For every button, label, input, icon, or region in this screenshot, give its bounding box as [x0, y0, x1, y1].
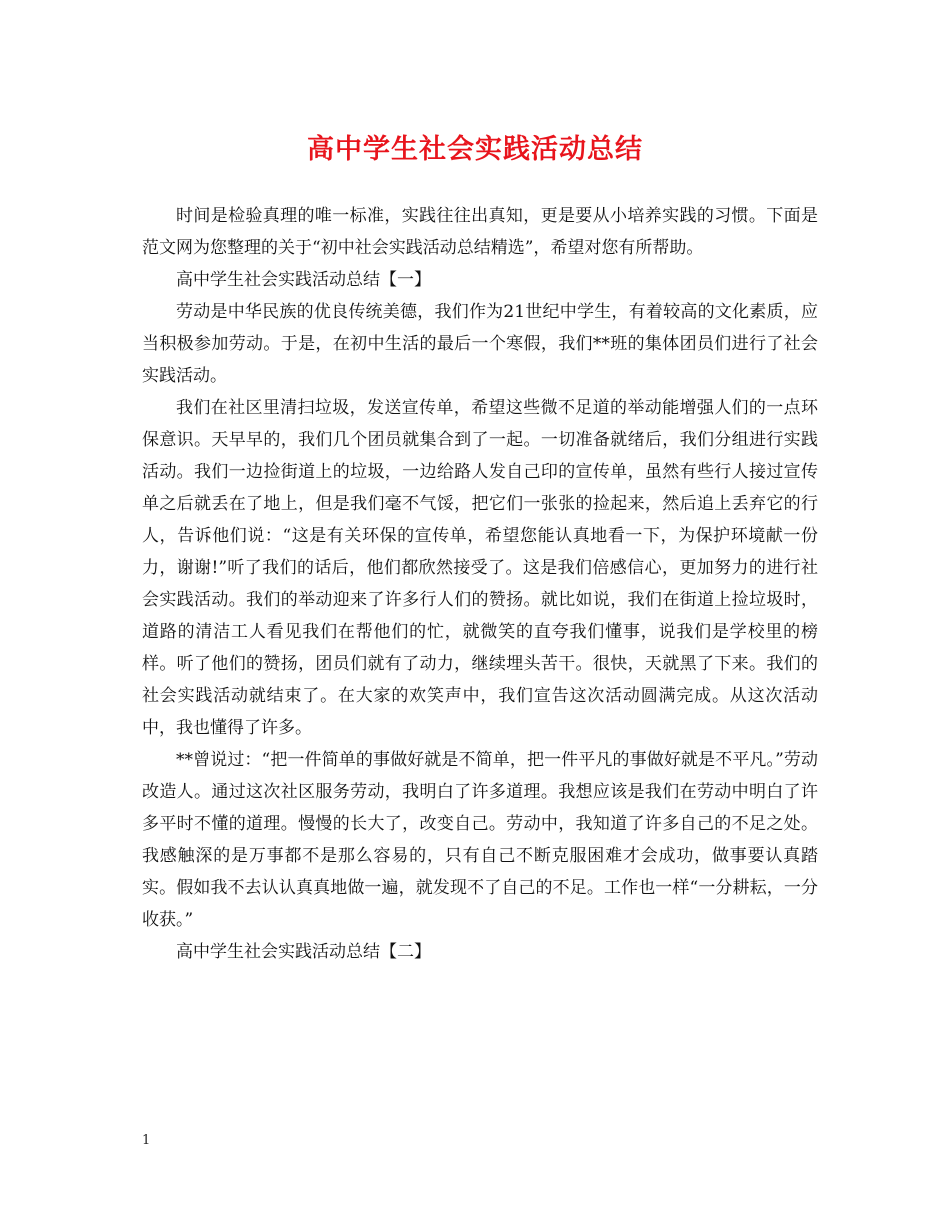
intro-paragraph: 时间是检验真理的唯一标准，实践往往出真知，更是要从小培养实践的习惯。下面是范文网为您整理的关于“初中社会实践活动总结精选”，希望对您有所帮助。 — [142, 206, 818, 258]
section-heading-two: 高中学生社会实践活动总结【二】 — [176, 942, 431, 962]
body-paragraph: 我们在社区里清扫垃圾，发送宣传单，希望这些微不足道的举动能增强人们的一点环保意识。天早早的，我们几个团员就集合到了一起。一切准备就绪后，我们分组进行实践活动。我们一边捡街道上的垃圾，一边给路人发自己印的宣传单，虽然有些行人接过宣传单之后就丢在了地上，但是我们毫不气馁，把它们一张张的捡起来，然后追上丢弃它的行人，告诉他们说：“这是有关环保的宣传单，希望您能认真地看一下，为保护环境献一份力，谢谢!”听了我们的话后，他们都欣然接受了。这是我们倍感信心，更加努力的进行社会实践活动。我们的举动迎来了许多行人们的赞扬。就比如说，我们在街道上捡垃圾时，道路的清洁工人看见我们在帮他们的忙，就微笑的直夸我们懂事，说我们是学校里的榜样。听了他们的赞扬，团员们就有了动力，继续埋头苦干。很快，天就黑了下来。我们的社会实践活动就结束了。在大家的欢笑声中，我们宣告这次活动圆满完成。从这次活动中，我也懂得了许多。 — [142, 398, 818, 738]
document-title: 高中学生社会实践活动总结 — [307, 134, 643, 165]
document-body — [142, 200, 818, 968]
section-heading-one: 高中学生社会实践活动总结【一】 — [176, 270, 431, 290]
page-number: 1 — [142, 1133, 151, 1148]
body-paragraph: **曾说过：“把一件简单的事做好就是不简单，把一件平凡的事做好就是不平凡。”劳动改造人。通过这次社区服务劳动，我明白了许多道理。我想应该是我们在劳动中明白了许多平时不懂的道理。慢慢的长大了，改变自己。劳动中，我知道了许多自己的不足之处。我感触深的是万事都不是那么容易的，只有自己不断克服困难才会成功，做事要认真踏实。假如我不去认认真真地做一遍，就发现不了自己的不足。工作也一样“一分耕耘，一分收获。” — [142, 750, 818, 930]
body-paragraph: 劳动是中华民族的优良传统美德，我们作为21世纪中学生，有着较高的文化素质，应当积极参加劳动。于是，在初中生活的最后一个寒假，我们**班的集体团员们进行了社会实践活动。 — [142, 302, 818, 386]
